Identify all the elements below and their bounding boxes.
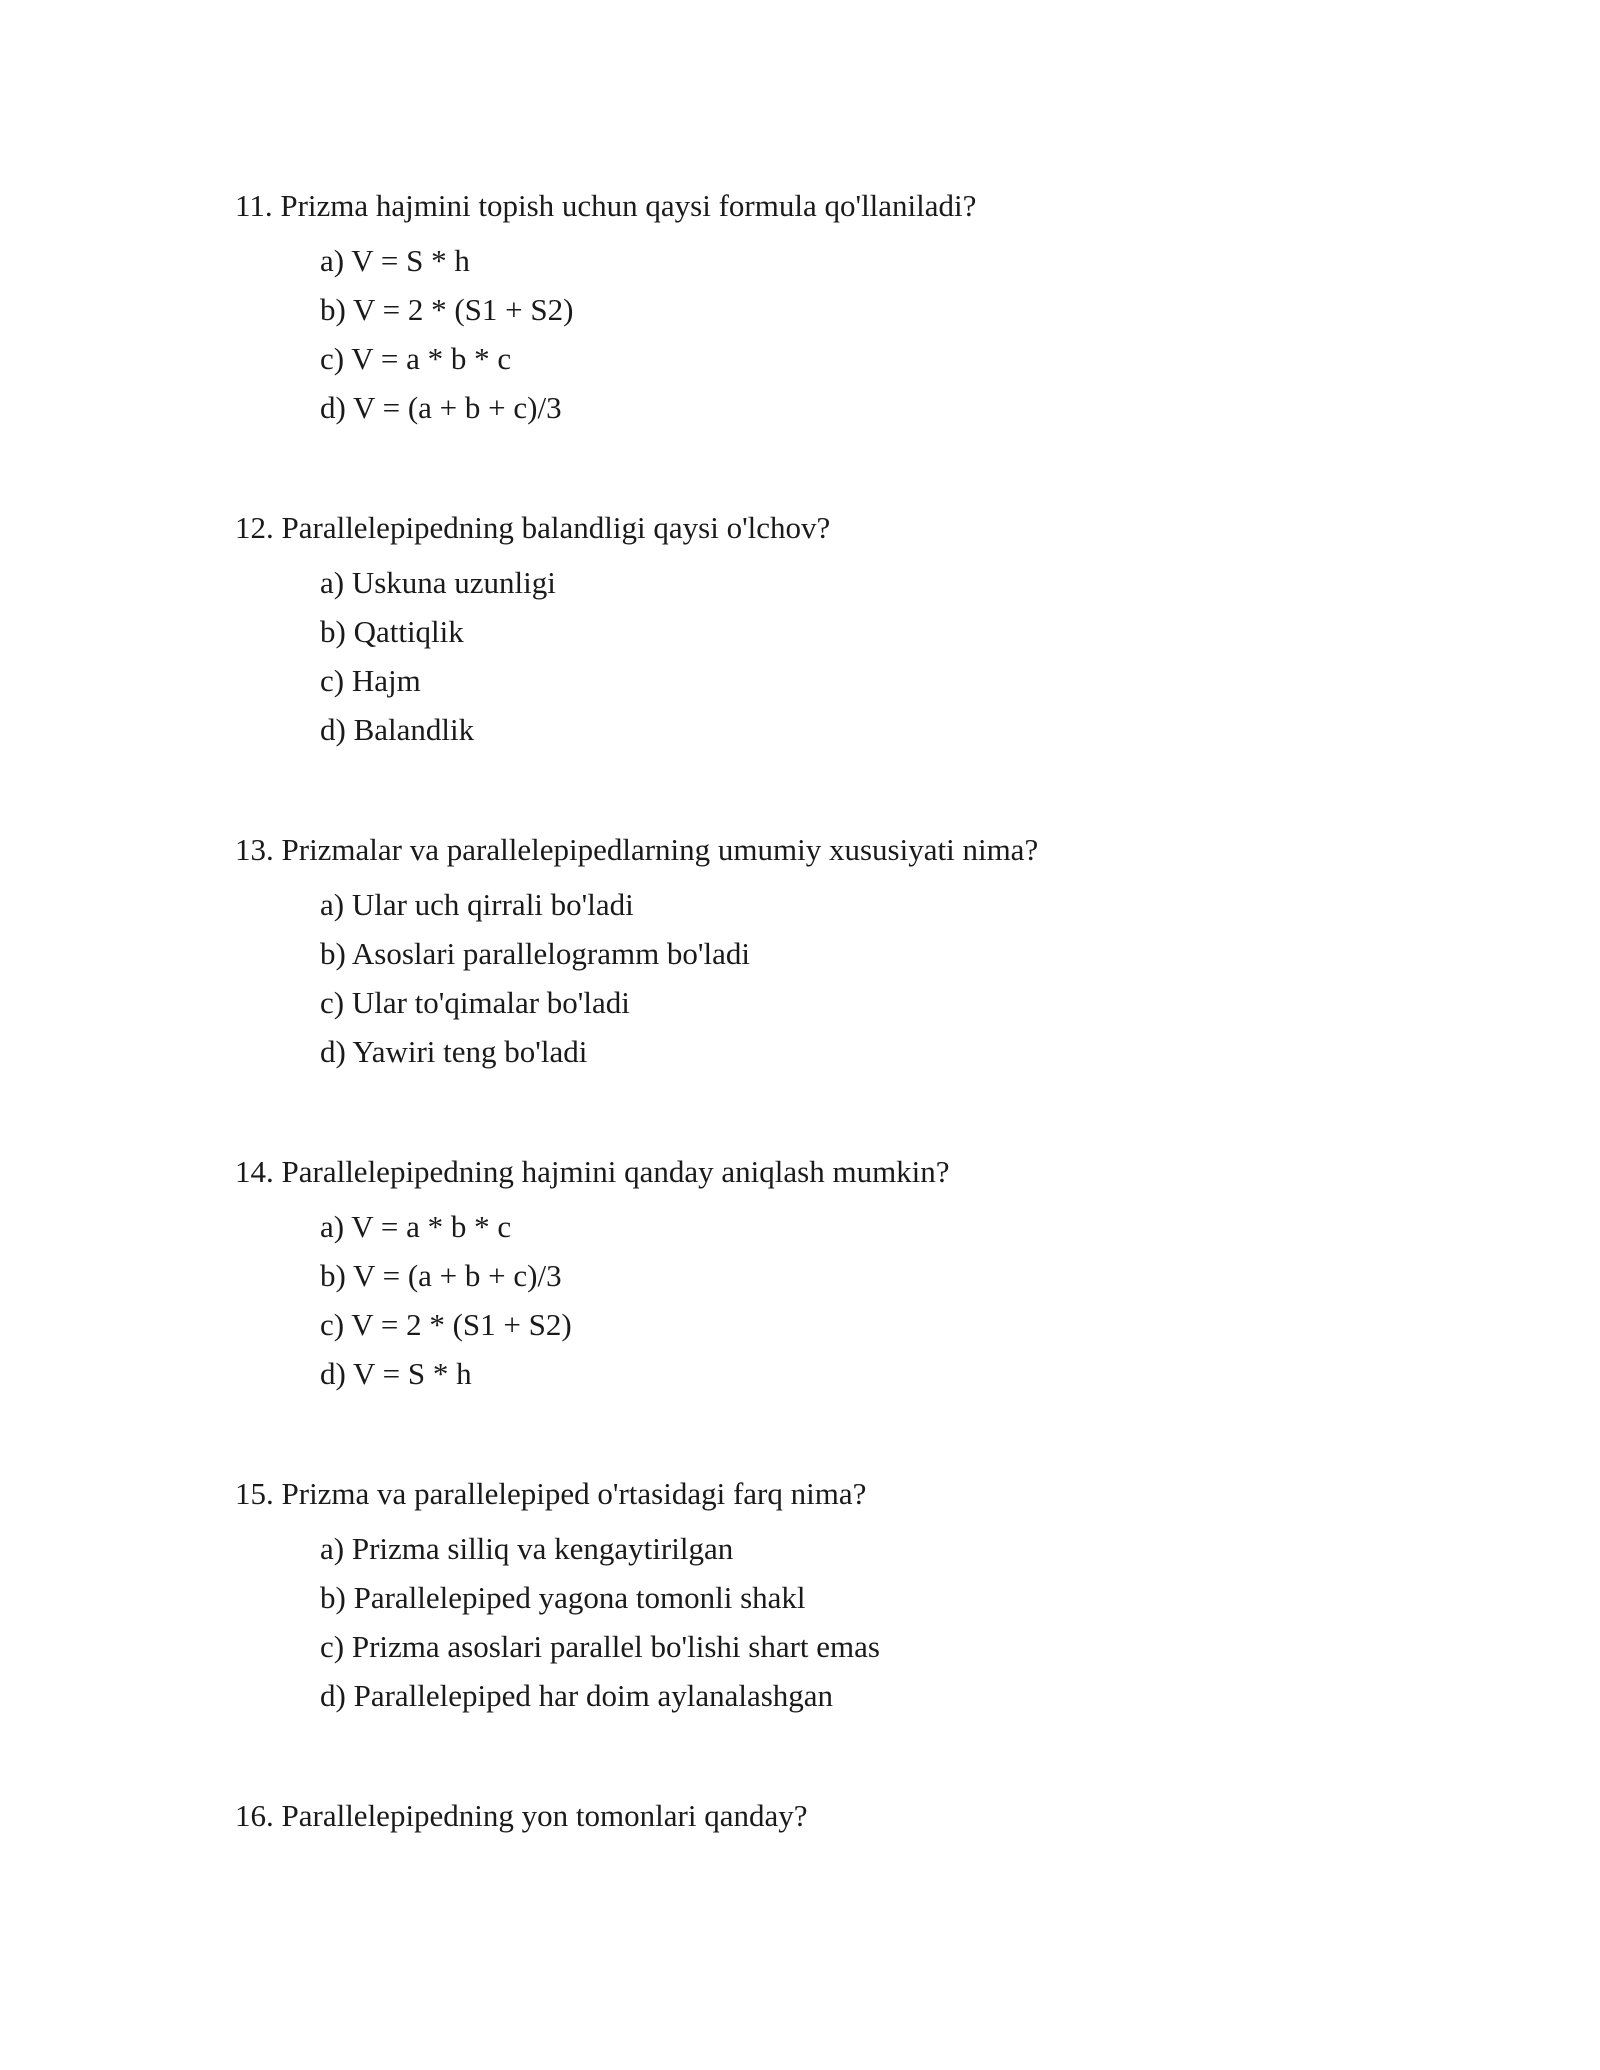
option-b: b) Asoslari parallelogramm bo'ladi <box>320 936 751 971</box>
option-a: a) V = a * b * c <box>320 1209 512 1244</box>
option-a: a) Ular uch qirrali bo'ladi <box>320 887 634 922</box>
answer-options <box>320 885 750 1081</box>
option-a: a) Prizma silliq va kengaytirilgan <box>320 1531 734 1566</box>
option-b: b) Parallelepiped yagona tomonli shakl <box>320 1580 806 1615</box>
option-b: b) V = (a + b + c)/3 <box>320 1258 562 1293</box>
option-d: d) V = (a + b + c)/3 <box>320 390 562 425</box>
option-c: c) Ular to'qimalar bo'ladi <box>320 985 630 1020</box>
option-d: d) Yawiri teng bo'ladi <box>320 1034 588 1069</box>
option-c: c) V = a * b * c <box>320 341 512 376</box>
option-c: c) Prizma asoslari parallel bo'lishi shart emas <box>320 1629 880 1664</box>
question-text: 11. Prizma hajmini topish uchun qaysi formula qo'llaniladi? <box>235 188 977 223</box>
question-text: 13. Prizmalar va parallelepipedlarning umumiy xususiyati nima? <box>235 832 1039 867</box>
option-a: a) Uskuna uzunligi <box>320 565 556 600</box>
question-text: 15. Prizma va parallelepiped o'rtasidagi farq nima? <box>235 1476 867 1511</box>
option-b: b) Qattiqlik <box>320 614 464 649</box>
answer-options <box>320 241 573 437</box>
option-d: d) Parallelepiped har doim aylanalashgan <box>320 1678 834 1713</box>
answer-options <box>320 563 556 759</box>
question-text: 14. Parallelepipedning hajmini qanday aniqlash mumkin? <box>235 1154 950 1189</box>
answer-options <box>320 1529 880 1725</box>
question-text: 16. Parallelepipedning yon tomonlari qanday? <box>235 1798 808 1833</box>
option-c: c) V = 2 * (S1 + S2) <box>320 1307 572 1342</box>
option-d: d) Balandlik <box>320 712 475 747</box>
option-d: d) V = S * h <box>320 1356 472 1391</box>
option-c: c) Hajm <box>320 663 421 698</box>
answer-options <box>320 1207 572 1403</box>
question-text: 12. Parallelepipedning balandligi qaysi o'lchov? <box>235 510 831 545</box>
option-a: a) V = S * h <box>320 243 470 278</box>
option-b: b) V = 2 * (S1 + S2) <box>320 292 574 327</box>
